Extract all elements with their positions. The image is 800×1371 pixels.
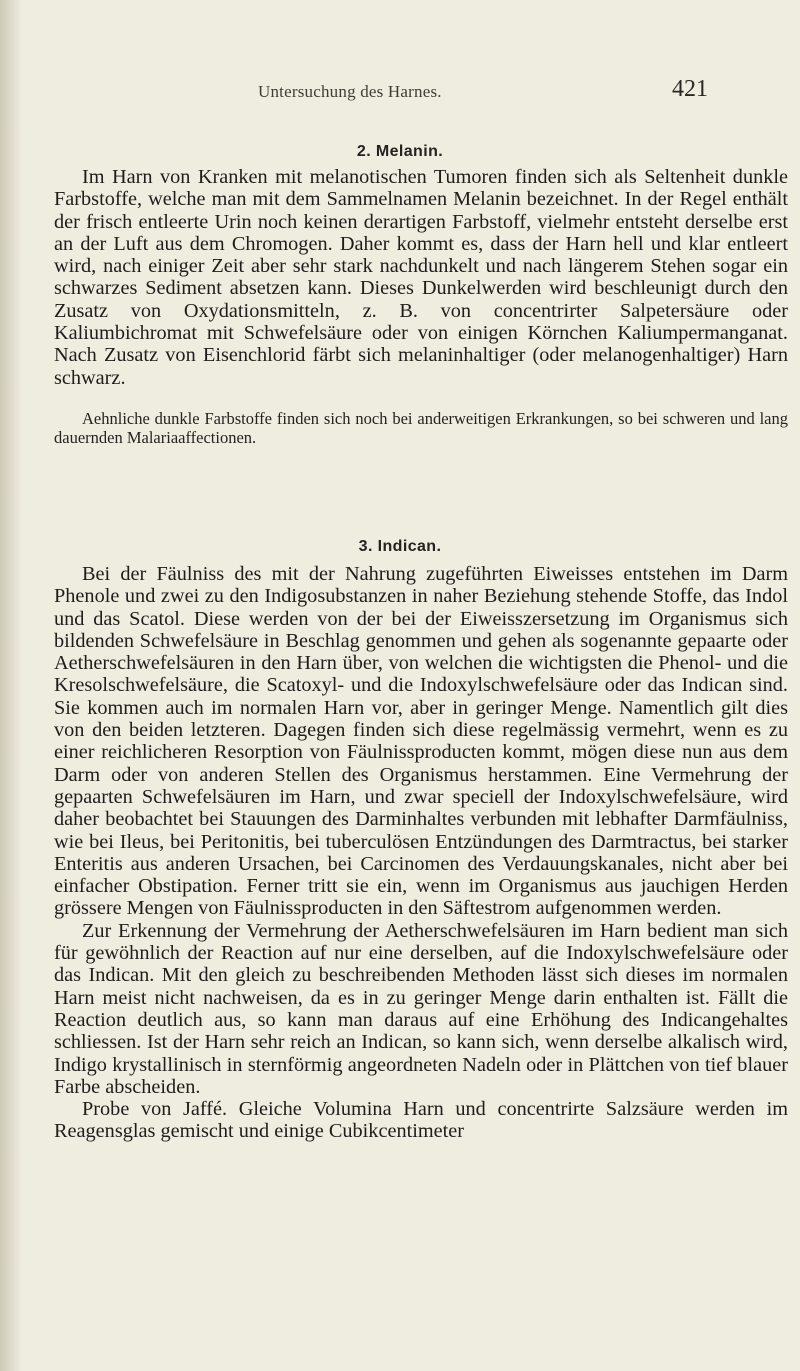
page-gutter-shadow	[0, 0, 22, 1371]
indican-body	[54, 563, 788, 1143]
indican-paragraph-3: Probe von Jaffé. Gleiche Volumina Harn und concentrirte Salzsäure werden im Reagensglas gemischt und einige Cubikcentimeter	[54, 1098, 788, 1143]
melanin-note-text: Aehnliche dunkle Farbstoffe finden sich noch bei anderweitigen Erkrankungen, so bei schweren und lang dauernden Malariaaffectionen.	[54, 409, 788, 447]
melanin-note	[54, 410, 788, 447]
section-heading-melanin: 2. Melanin.	[356, 143, 444, 160]
melanin-paragraph: Im Harn von Kranken mit melanotischen Tumoren finden sich als Seltenheit dunkle Farbstoffe, welche man mit dem Sammelnamen Melanin bezeichnet. In der Regel enthält der frisch entleerte Urin noch keinen derartigen Farbstoff, vielmehr entsteht derselbe erst an der Luft aus dem Chromogen. Daher kommt es, dass der Harn hell und klar entleert wird, nach einiger Zeit aber sehr stark nachdunkelt und nach längerem Stehen sogar ein schwarzes Sediment absetzen kann. Dieses Dunkelwerden wird beschleunigt durch den Zusatz von Oxydationsmitteln, z. B. von concentrirter Salpetersäure oder Kaliumbichromat mit Schwefelsäure oder von einigen Körnchen Kaliumpermanganat. Nach Zusatz von Eisenchlorid färbt sich melaninhaltiger (oder melanogenhaltiger) Harn schwarz.	[54, 166, 788, 389]
indican-paragraph-1: Bei der Fäulniss des mit der Nahrung zugeführten Eiweisses entstehen im Darm Phenole und zwei zu den Indigosubstanzen in naher Beziehung stehende Stoffe, das Indol und das Scatol. Diese werden von der bei der Eiweisszersetzung im Organismus sich bildenden Schwefelsäure in Beschlag genommen und gehen als sogenannte gepaarte oder Aetherschwefelsäuren in den Harn über, von welchen die wichtigsten die Phenol- und die Kresolschwefelsäure, die Scatoxyl- und die Indoxylschwefelsäure oder das Indican sind. Sie kommen auch im normalen Harn vor, aber in geringer Menge. Namentlich gilt dies von den beiden letzteren. Dagegen finden sich diese regelmässig vermehrt, wenn es zu einer reichlicheren Resorption von Fäulnissproducten kommt, mögen diese nun aus dem Darm oder von anderen Stellen des Organismus herstammen. Eine Vermehrung der gepaarten Schwefelsäuren im Harn, und zwar speciell der Indoxylschwefelsäure, wird daher beobachtet bei Stauungen des Darminhaltes verbunden mit lebhafter Darmfäulniss, wie bei Ileus, bei Peritonitis, bei tuberculösen Entzündungen des Darmtractus, bei starker Enteritis aus anderen Ursachen, bei Carcinomen des Verdauungskanales, nicht aber bei einfacher Obstipation. Ferner tritt sie ein, wenn im Organismus aus jauchigen Herden grössere Mengen von Fäulnissproducten in den Säftestrom aufgenommen werden.	[54, 563, 788, 920]
indican-paragraph-2: Zur Erkennung der Vermehrung der Aetherschwefelsäuren im Harn bedient man sich für gewöhnlich der Reaction auf nur eine derselben, auf die Indoxylschwefelsäure oder das Indican. Mit den gleich zu beschreibenden Methoden lässt sich dieses im normalen Harn meist nicht nachweisen, da es in zu geringer Menge darin enthalten ist. Fällt die Reaction deutlich aus, so kann man daraus auf eine Erhöhung des Indicangehaltes schliessen. Ist der Harn sehr reich an Indican, so kann sich, wenn derselbe alkalisch wird, Indigo krystallinisch in sternförmig angeordneten Nadeln oder in Plättchen von tief blauer Farbe abscheiden.	[54, 919, 788, 1098]
section-heading-indican: 3. Indican.	[358, 538, 442, 555]
page-number: 421	[672, 76, 708, 102]
melanin-body	[54, 166, 788, 389]
running-head	[0, 76, 800, 116]
running-title: Untersuchung des Harnes.	[258, 82, 442, 101]
